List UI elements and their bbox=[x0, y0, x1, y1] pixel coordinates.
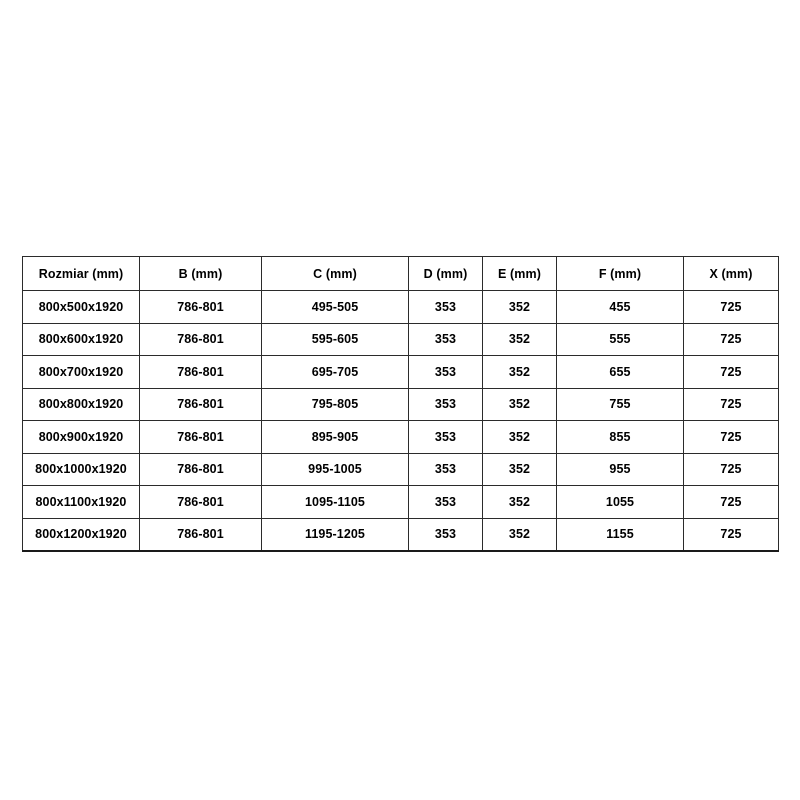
cell-b: 786-801 bbox=[140, 356, 262, 389]
cell-d: 353 bbox=[409, 421, 483, 454]
cell-c: 895-905 bbox=[262, 421, 409, 454]
cell-c: 695-705 bbox=[262, 356, 409, 389]
table-row bbox=[23, 486, 779, 519]
column-header-b: B (mm) bbox=[140, 257, 262, 291]
cell-rozmiar: 800x1100x1920 bbox=[23, 486, 140, 519]
cell-c: 995-1005 bbox=[262, 453, 409, 486]
cell-b: 786-801 bbox=[140, 323, 262, 356]
cell-x: 725 bbox=[684, 518, 779, 551]
table-row bbox=[23, 291, 779, 324]
cell-c: 1095-1105 bbox=[262, 486, 409, 519]
table-header-row bbox=[23, 257, 779, 291]
cell-d: 353 bbox=[409, 486, 483, 519]
cell-x: 725 bbox=[684, 486, 779, 519]
cell-rozmiar: 800x500x1920 bbox=[23, 291, 140, 324]
cell-f: 955 bbox=[557, 453, 684, 486]
cell-x: 725 bbox=[684, 421, 779, 454]
cell-b: 786-801 bbox=[140, 518, 262, 551]
cell-rozmiar: 800x1000x1920 bbox=[23, 453, 140, 486]
spec-table-container bbox=[22, 256, 778, 552]
cell-d: 353 bbox=[409, 323, 483, 356]
table-header bbox=[23, 257, 779, 291]
cell-e: 352 bbox=[483, 421, 557, 454]
cell-c: 1195-1205 bbox=[262, 518, 409, 551]
column-header-c: C (mm) bbox=[262, 257, 409, 291]
cell-e: 352 bbox=[483, 486, 557, 519]
table-row bbox=[23, 453, 779, 486]
cell-e: 352 bbox=[483, 518, 557, 551]
cell-rozmiar: 800x700x1920 bbox=[23, 356, 140, 389]
cell-b: 786-801 bbox=[140, 421, 262, 454]
cell-d: 353 bbox=[409, 291, 483, 324]
table-row bbox=[23, 518, 779, 551]
cell-e: 352 bbox=[483, 453, 557, 486]
cell-b: 786-801 bbox=[140, 291, 262, 324]
cell-f: 855 bbox=[557, 421, 684, 454]
cell-x: 725 bbox=[684, 453, 779, 486]
cell-rozmiar: 800x800x1920 bbox=[23, 388, 140, 421]
table-row bbox=[23, 356, 779, 389]
column-header-rozmiar: Rozmiar (mm) bbox=[23, 257, 140, 291]
cell-rozmiar: 800x1200x1920 bbox=[23, 518, 140, 551]
cell-c: 595-605 bbox=[262, 323, 409, 356]
cell-e: 352 bbox=[483, 291, 557, 324]
cell-rozmiar: 800x900x1920 bbox=[23, 421, 140, 454]
cell-d: 353 bbox=[409, 518, 483, 551]
cell-f: 1155 bbox=[557, 518, 684, 551]
cell-f: 755 bbox=[557, 388, 684, 421]
cell-c: 495-505 bbox=[262, 291, 409, 324]
cell-b: 786-801 bbox=[140, 486, 262, 519]
cell-d: 353 bbox=[409, 453, 483, 486]
table-row bbox=[23, 388, 779, 421]
cell-f: 655 bbox=[557, 356, 684, 389]
column-header-x: X (mm) bbox=[684, 257, 779, 291]
column-header-d: D (mm) bbox=[409, 257, 483, 291]
table-row bbox=[23, 323, 779, 356]
table-row bbox=[23, 421, 779, 454]
cell-x: 725 bbox=[684, 291, 779, 324]
column-header-f: F (mm) bbox=[557, 257, 684, 291]
table-body bbox=[23, 291, 779, 552]
cell-c: 795-805 bbox=[262, 388, 409, 421]
dimensions-table bbox=[22, 256, 779, 552]
cell-x: 725 bbox=[684, 356, 779, 389]
cell-e: 352 bbox=[483, 356, 557, 389]
cell-e: 352 bbox=[483, 388, 557, 421]
cell-f: 555 bbox=[557, 323, 684, 356]
cell-b: 786-801 bbox=[140, 453, 262, 486]
cell-x: 725 bbox=[684, 388, 779, 421]
cell-rozmiar: 800x600x1920 bbox=[23, 323, 140, 356]
cell-x: 725 bbox=[684, 323, 779, 356]
cell-d: 353 bbox=[409, 388, 483, 421]
cell-f: 455 bbox=[557, 291, 684, 324]
cell-e: 352 bbox=[483, 323, 557, 356]
cell-f: 1055 bbox=[557, 486, 684, 519]
cell-d: 353 bbox=[409, 356, 483, 389]
column-header-e: E (mm) bbox=[483, 257, 557, 291]
cell-b: 786-801 bbox=[140, 388, 262, 421]
